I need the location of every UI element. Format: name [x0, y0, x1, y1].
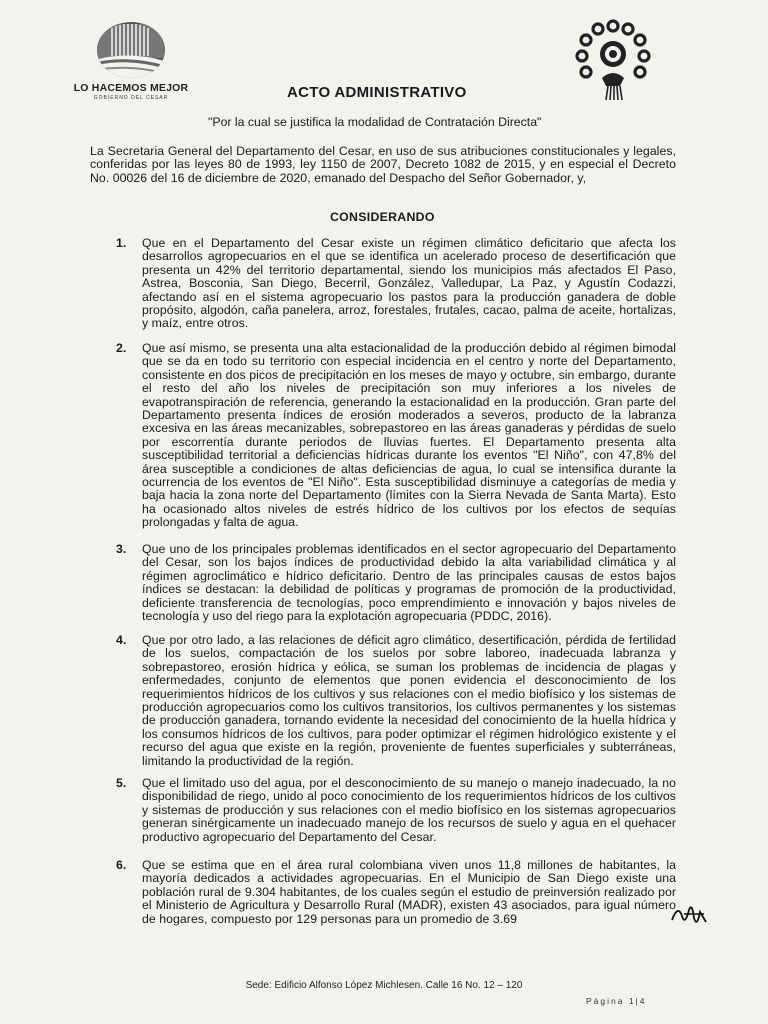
item-text: Que se estima que en el área rural colombiana viven unos 11,8 millones de habitantes, la mayoría dedicados a actividades agropecuarias. En el Municipio de San Diego existe una población rural de 9.304 habitantes, de los cuales según el estudio de preinversión realizado por el Ministerio de Agricultura y Desarrollo Rural (MADR), existen 43 asociados, para igual número de hogares, compuesto por 129 personas para un promedio de 3.69: [142, 858, 676, 926]
item-number: 4.: [116, 633, 127, 647]
slogan-subtitle: GOBIERNO DEL CESAR: [93, 95, 169, 101]
document-subtitle: "Por la cual se justifica la modalidad de Contratación Directa": [208, 115, 542, 129]
item-number: 3.: [116, 542, 127, 556]
considerando-item: [116, 237, 676, 331]
gobernacion-emblem-icon: [86, 20, 176, 80]
item-number: 1.: [116, 236, 127, 250]
seal-icon: [568, 16, 658, 102]
item-number: 5.: [116, 776, 127, 790]
intro-paragraph: La Secretaria General del Departamento del Cesar, en uso de sus atribuciones constitucionales y legales, conferidas por las leyes 80 de 1993, ley 1150 de 2007, Decreto 1082 de 2015, y en especial el Decreto No. 00026 del 16 de diciembre de 2020, emanado del Despacho del Señor Gobernador, y,: [90, 144, 676, 185]
considerando-item: [116, 859, 676, 926]
item-number: 2.: [116, 341, 127, 355]
slogan: LO HACEMOS MEJOR: [73, 82, 189, 94]
item-text: Que así mismo, se presenta una alta estacionalidad de la producción debido al régimen bimodal que se da en todo su territorio con especial incidencia en el centro y norte del Departamento, consistente en dos picos de precipitación en los meses de mayo y octubre, sin embargo, durante el resto del año los niveles de precipitación son muy inferiores a los niveles de evapotranspiración de referencia, generando la estacionalidad en la producción. Gran parte del Departamento presenta índices de erosión moderados a severos, producto de la labranza excesiva en las áreas mecanizables, sobrepastoreo en las áreas ganaderas y pérdidas de suelo por escorrentía durante periodos de lluvias fuertes. El Departamento presenta alta susceptibilidad territorial a deficiencias hídricas durante los eventos "El Niño", con 47,8% del área susceptible a condiciones de altas deficiencias de agua, lo cual se intensifica durante la ocurrencia de los eventos de "El Niño". Esta susceptibilidad disminuye a categorías de media y baja hacia la zona norte del Departamento (límites con la Sierra Nevada de Santa Marta). Esto ha ocasionado altos niveles de estrés hídrico de los cultivos por los efectos de sequías prolongadas y falta de agua.: [142, 341, 676, 530]
item-text: Que uno de los principales problemas identificados en el sector agropecuario del Departamento del Cesar, son los bajos índices de productividad debido la alta variabilidad climática y al régimen agroclimático e hídrico deficitario. Dentro de las principales causas de estos bajos índices se destacan: la debilidad de políticas y programas de promoción de la productividad, deficiente transferencia de tecnologías, poco emprendimiento e innovación y bajos niveles de tecnología y uso del riego para la explotación agropecuaria (PDDC, 2016).: [142, 542, 676, 624]
department-seal: [568, 16, 658, 102]
item-text: Que por otro lado, a las relaciones de déficit agro climático, desertificación, pérdida de fertilidad de los suelos, compactación de los suelos por sobre laboreo, inadecuada labranza y sobrepastoreo, erosión hídrica y eólica, se suman los problemas de incidencia de plagas y enfermedades, conjunto de elementos que ponen evidencia el desconocimiento de los requerimientos hídricos de los cultivos y sus relaciones con el medio biofísico y los sistemas de producción agropecuarios como los cultivos transitorios, los cultivos permanentes y los sistemas de producción ganadera, tornando evidente la necesidad del conocimiento de la huella hídrica y los consumos hídricos de los cultivos, para poder optimizar el régimen hidrológico existente y el recurso del agua que existe en la región, proveniente de fuentes superficiales y subterráneas, limitando la productividad de la región.: [142, 633, 676, 768]
considerando-item: [116, 342, 676, 530]
section-heading: CONSIDERANDO: [330, 210, 435, 224]
gobernacion-logo: [72, 20, 190, 100]
considerando-item: [116, 543, 676, 623]
signature-scribble-icon: [670, 902, 710, 928]
item-text: Que el limitado uso del agua, por el desconocimiento de su manejo o manejo inadecuado, la no disponibilidad de riego, unido al poco conocimiento de los requerimientos hídricos de los cultivos y sistemas de producción y sus relaciones con el medio biofísico en los sistemas agropecuarios generan sinérgicamente un inadecuado manejo de los recursos de suelo y agua en el quehacer productivo agropecuario del Departamento del Cesar.: [142, 776, 676, 844]
document-title: ACTO ADMINISTRATIVO: [287, 84, 467, 101]
item-text: Que en el Departamento del Cesar existe un régimen climático deficitario que afecta los desarrollos agropecuarios en el que se identifica un acelerado proceso de desertificación que presenta un 42% del territorio departamental, siendo los municipios más afectados El Paso, Astrea, Bosconia, San Diego, Becerril, González, Valledupar, La Paz, y Agustín Codazzi, afectando así en el sistema agropecuario los pastos para la producción ganadera de doble propósito, algodón, caña panelera, arroz, forestales, frutales, cacao, palma de aceite, hortalizas, y maíz, entre otros.: [142, 236, 676, 331]
item-number: 6.: [116, 858, 127, 872]
considerando-item: [116, 777, 676, 844]
footer-address: Sede: Edificio Alfonso López Michlesen. Calle 16 No. 12 – 120: [245, 980, 523, 991]
page-number: Página 1|4: [586, 996, 647, 1006]
considerando-item: [116, 634, 676, 768]
